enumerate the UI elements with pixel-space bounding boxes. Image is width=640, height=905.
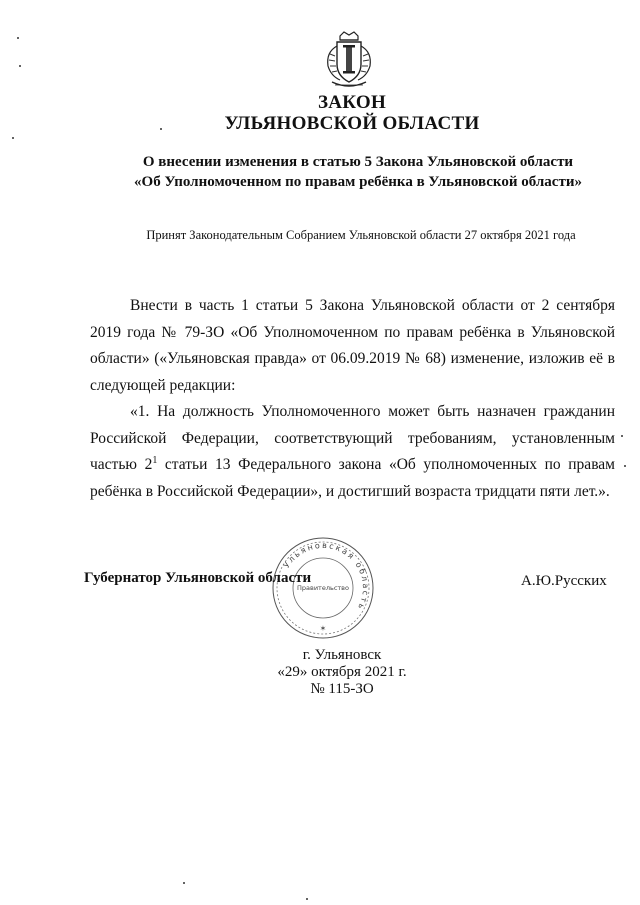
stamp-ring-text: Ульяновская область xyxy=(282,540,371,613)
subtitle-line-2: «Об Уполномоченном по правам ребёнка в Ульяновской области» xyxy=(134,174,582,190)
law-number: № 115-ЗО xyxy=(310,681,374,697)
adoption-note: Принят Законодательным Собранием Ульяновской области 27 октября 2021 года xyxy=(146,228,576,242)
scan-speck xyxy=(19,65,21,67)
body-paragraph-2 xyxy=(90,399,615,505)
region-title: УЛЬЯНОВСКОЙ ОБЛАСТИ xyxy=(224,113,480,134)
signature-position: Губернатор Ульяновской области xyxy=(84,570,312,586)
stamp-center-text: Правительство xyxy=(297,584,349,592)
body-paragraph-2-superscript: 1 xyxy=(152,454,158,466)
scan-speck xyxy=(183,882,185,884)
law-body xyxy=(90,293,615,505)
signing-date: «29» октября 2021 г. xyxy=(277,664,407,680)
body-paragraph-1: Внести в часть 1 статьи 5 Закона Ульяновской области от 2 сентября 2019 года № 79-ЗО «Об Уполномоченном по правам ребёнка в Ульяновской области» («Ульяновская правда» от 06.09.2019 № 68) изменение, изложив её в следующей редакции: xyxy=(90,297,615,394)
stamp-star-icon: ✶ xyxy=(319,624,327,633)
law-title: ЗАКОН xyxy=(317,92,387,113)
scan-speck xyxy=(306,898,308,900)
scan-speck xyxy=(621,435,623,437)
place-of-signing: г. Ульяновск xyxy=(302,647,382,663)
body-paragraph-2-text-b: статьи 13 Федерального закона «Об уполномоченных по правам ребёнка в Российской Федерации», и достигший возраста тридцати пяти лет.». xyxy=(90,456,615,500)
scan-speck xyxy=(12,137,14,139)
scan-speck xyxy=(624,465,626,467)
law-subtitle xyxy=(0,152,640,192)
official-stamp xyxy=(268,533,378,643)
body-paragraph-2-text-a: «1. На должность Уполномоченного может быть назначен гражданин Российской Федерации, соответствующий требованиям, установленным частью 2 xyxy=(90,403,615,473)
signature-name: А.Ю.Русских xyxy=(521,573,607,589)
scan-speck xyxy=(17,37,19,39)
ulyanovsk-coat-of-arms-icon xyxy=(318,30,380,92)
scan-speck xyxy=(160,128,162,130)
subtitle-line-1: О внесении изменения в статью 5 Закона Ульяновской области xyxy=(142,154,574,170)
